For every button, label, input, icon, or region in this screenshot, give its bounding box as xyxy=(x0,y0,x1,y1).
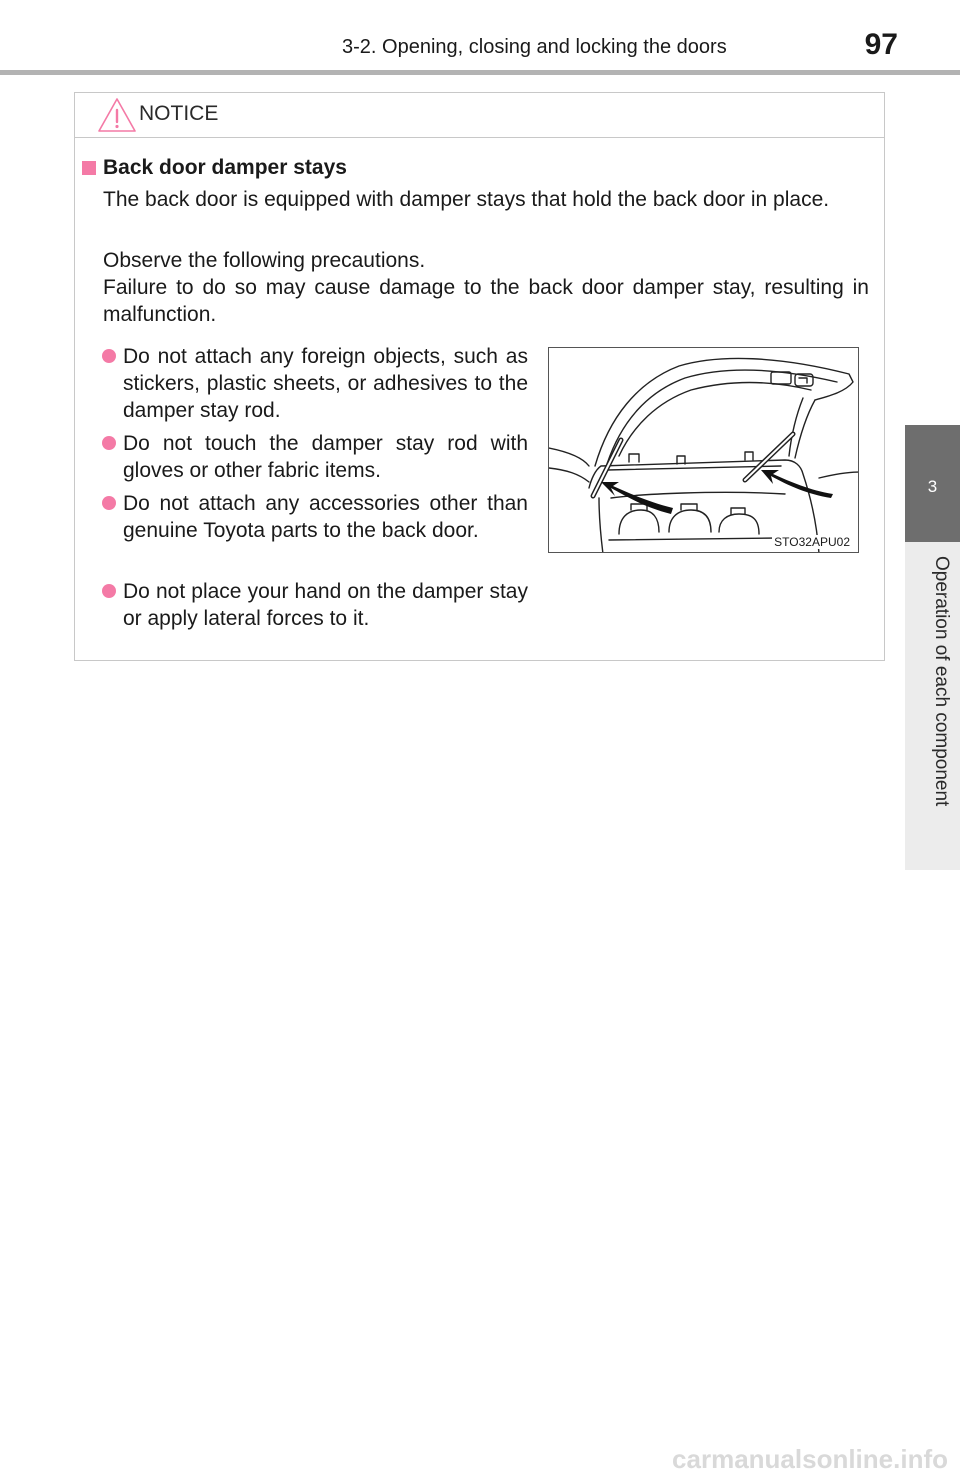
warning-triangle-icon xyxy=(97,97,137,138)
bullet-item: Do not touch the damper stay rod with gloves or other fabric items. xyxy=(123,432,528,482)
page-number: 97 xyxy=(864,28,898,61)
intro-paragraph: The back door is equipped with damper stays that hold the back door in place. xyxy=(103,188,830,211)
bullet-icon xyxy=(102,349,116,363)
back-door-damper-illustration xyxy=(548,347,859,553)
running-header: 3-2. Opening, closing and locking the doors xyxy=(342,36,727,58)
chapter-title: Operation of each component xyxy=(931,556,952,807)
bullet-item: Do not place your hand on the damper stay or apply lateral forces to it. xyxy=(123,580,528,630)
section-marker-icon xyxy=(82,161,96,175)
instruction-line-2: Failure to do so may cause damage to the back door damper stay, resulting in malfunction. xyxy=(103,276,869,326)
instruction-line-1: Observe the following precautions. xyxy=(103,249,426,272)
bullet-item: Do not attach any foreign objects, such as stickers, plastic sheets, or adhesives to the damper stay rod. xyxy=(123,345,528,422)
section-title: Back door damper stays xyxy=(103,156,347,179)
notice-title: NOTICE xyxy=(139,102,219,125)
figure-code: STO32APU02 xyxy=(774,535,850,549)
watermark-text: carmanualsonline.info xyxy=(672,1444,948,1474)
notice-header xyxy=(75,93,884,138)
bullet-icon xyxy=(102,584,116,598)
bullet-item: Do not attach any accessories other than genuine Toyota parts to the back door. xyxy=(123,492,528,542)
car-back-door-drawing xyxy=(549,348,859,553)
bullet-icon xyxy=(102,436,116,450)
bullet-icon xyxy=(102,496,116,510)
chapter-number: 3 xyxy=(927,477,938,496)
header-divider xyxy=(0,70,960,75)
chapter-tab xyxy=(905,425,960,542)
